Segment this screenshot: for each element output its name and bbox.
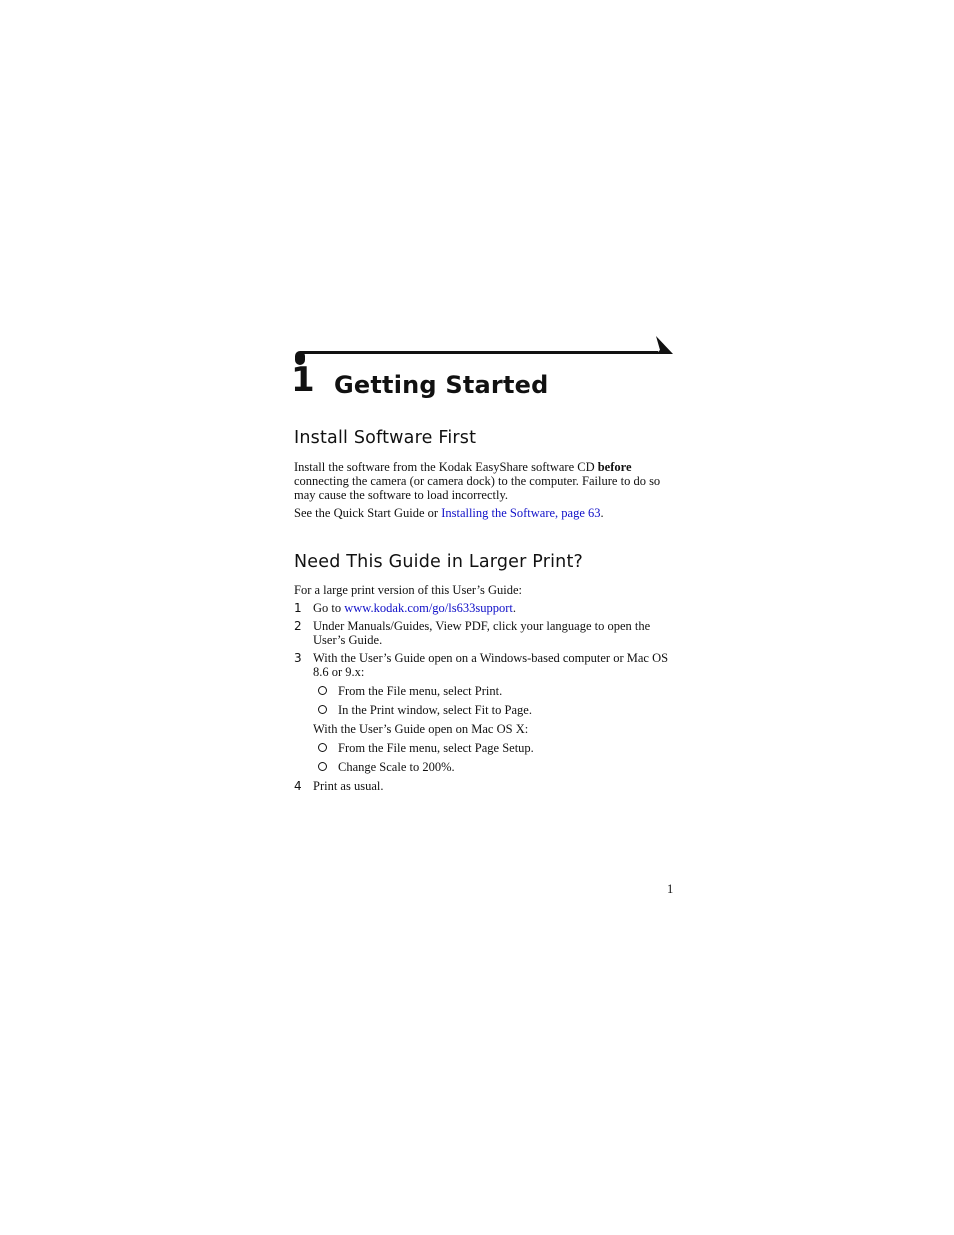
circle-bullet-icon [318, 743, 327, 752]
step-number: 3 [294, 651, 302, 665]
quick-start-text: See the Quick Start Guide or [294, 506, 442, 520]
windows-subitem: In the Print window, select Fit to Page. [338, 703, 532, 717]
step-number: 1 [294, 601, 302, 615]
step-3-text: With the User’s Guide open on a Windows-based computer or Mac OS 8.6 or 9.x: [313, 651, 669, 679]
page-number: 1 [667, 882, 674, 896]
step-1-label: Go to [313, 601, 345, 615]
step-1-period: . [512, 601, 516, 615]
install-text-bold: before [597, 460, 632, 474]
chapter-rule [300, 351, 658, 354]
chapter-title: Getting Started [334, 371, 549, 399]
install-paragraph [294, 460, 674, 502]
install-text-start: Install the software from the Kodak EasyShare software CD [294, 460, 598, 474]
step-2-text: Under Manuals/Guides, View PDF, click your language to open the User’s Guide. [313, 619, 651, 647]
corner-arrow-icon [654, 336, 676, 356]
step-1-text [313, 601, 516, 615]
section-heading-install: Install Software First [294, 428, 477, 448]
install-text-end: connecting the camera (or camera dock) to the computer. Failure to do so may cause the software to load incorrectly. [294, 474, 661, 502]
step-4-text: Print as usual. [313, 779, 384, 793]
step-number: 4 [294, 779, 302, 793]
circle-bullet-icon [318, 762, 327, 771]
circle-bullet-icon [318, 686, 327, 695]
mac-intro: With the User’s Guide open on Mac OS X: [313, 722, 529, 736]
mac-subitem: From the File menu, select Page Setup. [338, 741, 534, 755]
section-heading-large-print: Need This Guide in Larger Print? [294, 552, 584, 572]
kodak-support-link[interactable]: www.kodak.com/go/ls633support [344, 601, 513, 615]
installing-software-link[interactable]: Installing the Software, page 63 [441, 506, 601, 520]
mac-subitem: Change Scale to 200%. [338, 760, 455, 774]
chapter-number: 1 [291, 360, 315, 400]
quick-start-paragraph [294, 506, 674, 520]
quick-start-period: . [600, 506, 604, 520]
circle-bullet-icon [318, 705, 327, 714]
windows-subitem: From the File menu, select Print. [338, 684, 503, 698]
large-print-intro: For a large print version of this User’s Guide: [294, 583, 522, 597]
step-number: 2 [294, 619, 302, 633]
